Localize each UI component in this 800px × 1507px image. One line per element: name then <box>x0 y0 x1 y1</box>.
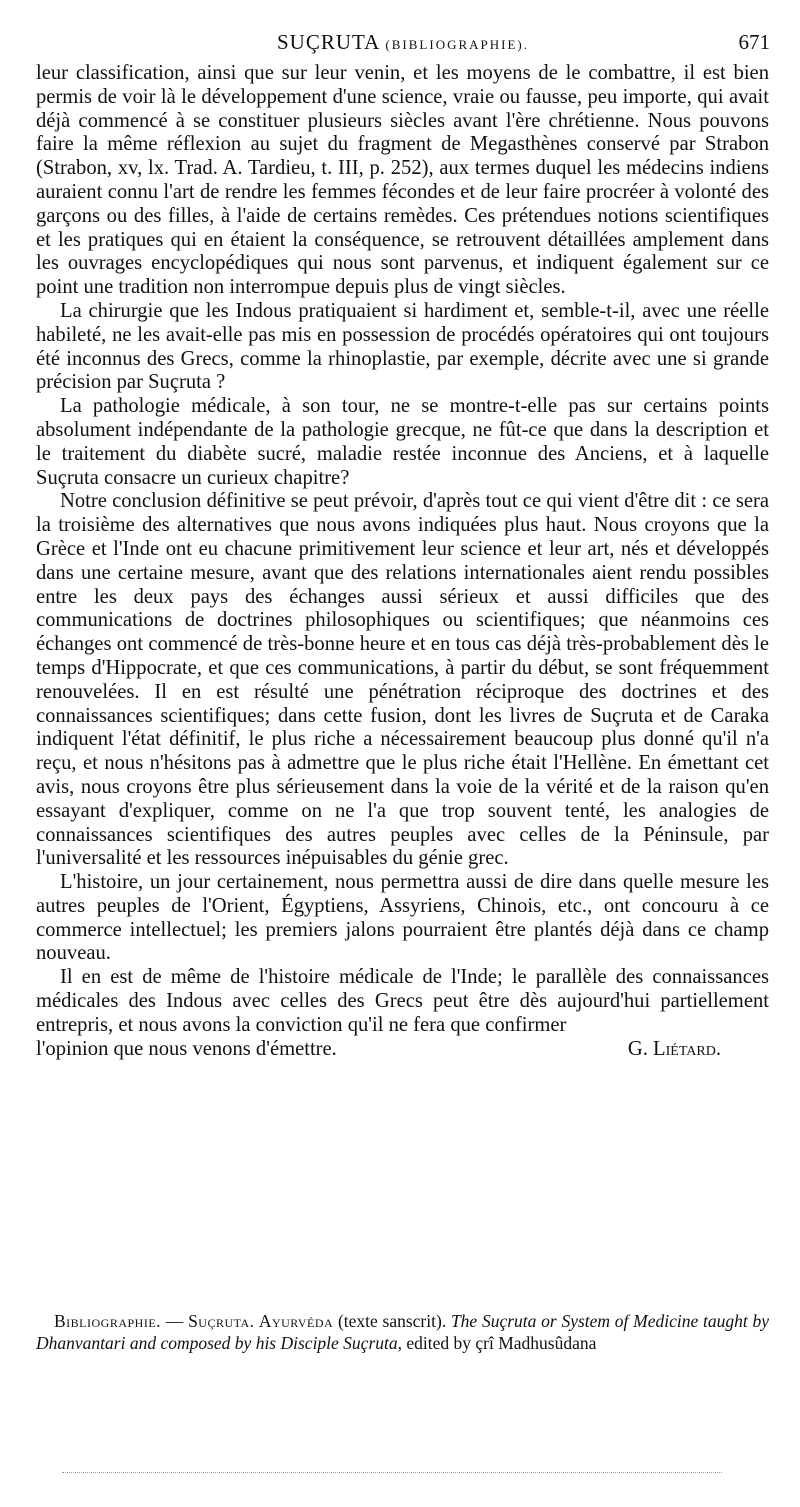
body-text <box>36 62 769 1061</box>
bibliography-tail: edited by çrî Madhusûdana <box>402 1333 597 1353</box>
paragraph: La chirurgie que les Indous pratiquaient si hardiment et, semble-t-il, avec une réelle habileté, ne les avait-elle pas mis en possession de procédés opératoires qui ont toujours été inconnus des Grecs, comme la rhinoplastie, par exemple, décrite avec une si grande précision par Suçruta ? <box>36 299 769 394</box>
bibliography-note <box>36 1310 769 1354</box>
bibliography-plain: (texte sanscrit). <box>333 1311 451 1331</box>
closing-line <box>36 1038 769 1062</box>
paragraph: La pathologie médicale, à son tour, ne se montre-t-elle pas sur certains points absolument indépendante de la pathologie grecque, ne fût-ce que dans la description et le traitement du diabète sucré, maladie restée inconnue des Anciens, et à laquelle Suçruta consacre un curieux chapitre? <box>36 395 769 489</box>
bottom-divider <box>62 1472 722 1473</box>
page-number: 671 <box>738 30 770 54</box>
paragraph: L'histoire, un jour certainement, nous permettra aussi de dire dans quelle mesure les autres peuples de l'Orient, Égyptiens, Assyriens, Chinois, etc., ont concouru à ce commerce intellectuel; les premiers jalons pourraient être plantés déjà dans ce champ nouveau. <box>36 871 769 965</box>
bibliography-title: The Suçruta or System of Medicine taught by Dhanvantari and composed by his Disciple Suçruta, <box>36 1311 770 1353</box>
running-title <box>36 30 770 55</box>
closing-text: l'opinion que nous venons d'émettre. <box>36 1037 337 1060</box>
running-head <box>36 30 770 58</box>
bibliography-dash: — <box>161 1311 189 1331</box>
bibliography-author: Suçruta. Ayurvéda <box>188 1311 334 1331</box>
header-subtitle: (BIBLIOGRAPHIE). <box>385 37 529 52</box>
bibliography-label: Bibliographie. <box>54 1311 162 1331</box>
author-signature: G. Liétard. <box>627 1037 721 1060</box>
paragraph-last: Il en est de même de l'histoire médicale de l'Inde; le parallèle des connaissances médicales des Indous avec celles des Grecs peut être dès aujourd'hui partiellement entrepris, et nous avons la conviction qu'il ne fera que confirmer <box>36 966 769 1036</box>
paragraph: leur classification, ainsi que sur leur venin, et les moyens de le combattre, il est bien permis de voir là le développement d'une science, vraie ou fausse, peu importe, qui avait déjà commencé à se constituer plusieurs siècles avant l'ère chrétienne. Nous pouvons faire la même réflexion au sujet du fragment de Megasthènes conservé par Strabon (Strabon, xv, lx. Trad. A. Tardieu, t. III, p. 252), aux termes duquel les médecins indiens auraient connu l'art de rendre les femmes fécondes et de leur faire procréer à volonté des garçons ou des filles, à l'aide de certains remèdes. Ces prétendues notions scientifiques et les pratiques qui en étaient la conséquence, se retrouvent détaillées amplement dans les ouvrages encyclopédiques qui nous sont parvenus, et indiquent également sur ce point une tradition non interrompue depuis plus de vingt siècles. <box>36 62 769 299</box>
header-title: SUÇRUTA <box>276 30 380 54</box>
paragraph: Notre conclusion définitive se peut prévoir, d'après tout ce qui vient d'être dit : ce sera la troisième des alternatives que nous avons indiquées plus haut. Nous croyons que la Grèce et l'Inde ont eu chacune primitivement leur science et leur art, nés et développés dans une certaine mesure, avant que des relations internationales aient rendu possibles entre les deux pays des échanges aussi sérieux et aussi difficiles que des communications de doctrines philosophiques ou scientifiques; que néanmoins ces échanges ont commencé de très-bonne heure et en tous cas déjà très-probablement dès le temps d'Hippocrate, et que ces communications, à partir du début, se sont fréquemment renouvelées. Il en est résulté une pénétration réciproque des doctrines et des connaissances scientifiques; dans cette fusion, dont les livres de Suçruta et de Caraka indiquent l'état définitif, le plus riche a nécessairement beaucoup plus donné qu'il n'a reçu, et nous n'hésitons pas à admettre que le plus riche était l'Hellène. En émettant cet avis, nous croyons être plus sérieusement dans la voie de la vérité et de la raison qu'en essayant d'expliquer, comme on ne l'a que trop souvent tenté, les analogies de connaissances scientifiques des autres peuples avec celles de la Péninsule, par l'universalité et les ressources inépuisables du génie grec. <box>36 490 769 870</box>
